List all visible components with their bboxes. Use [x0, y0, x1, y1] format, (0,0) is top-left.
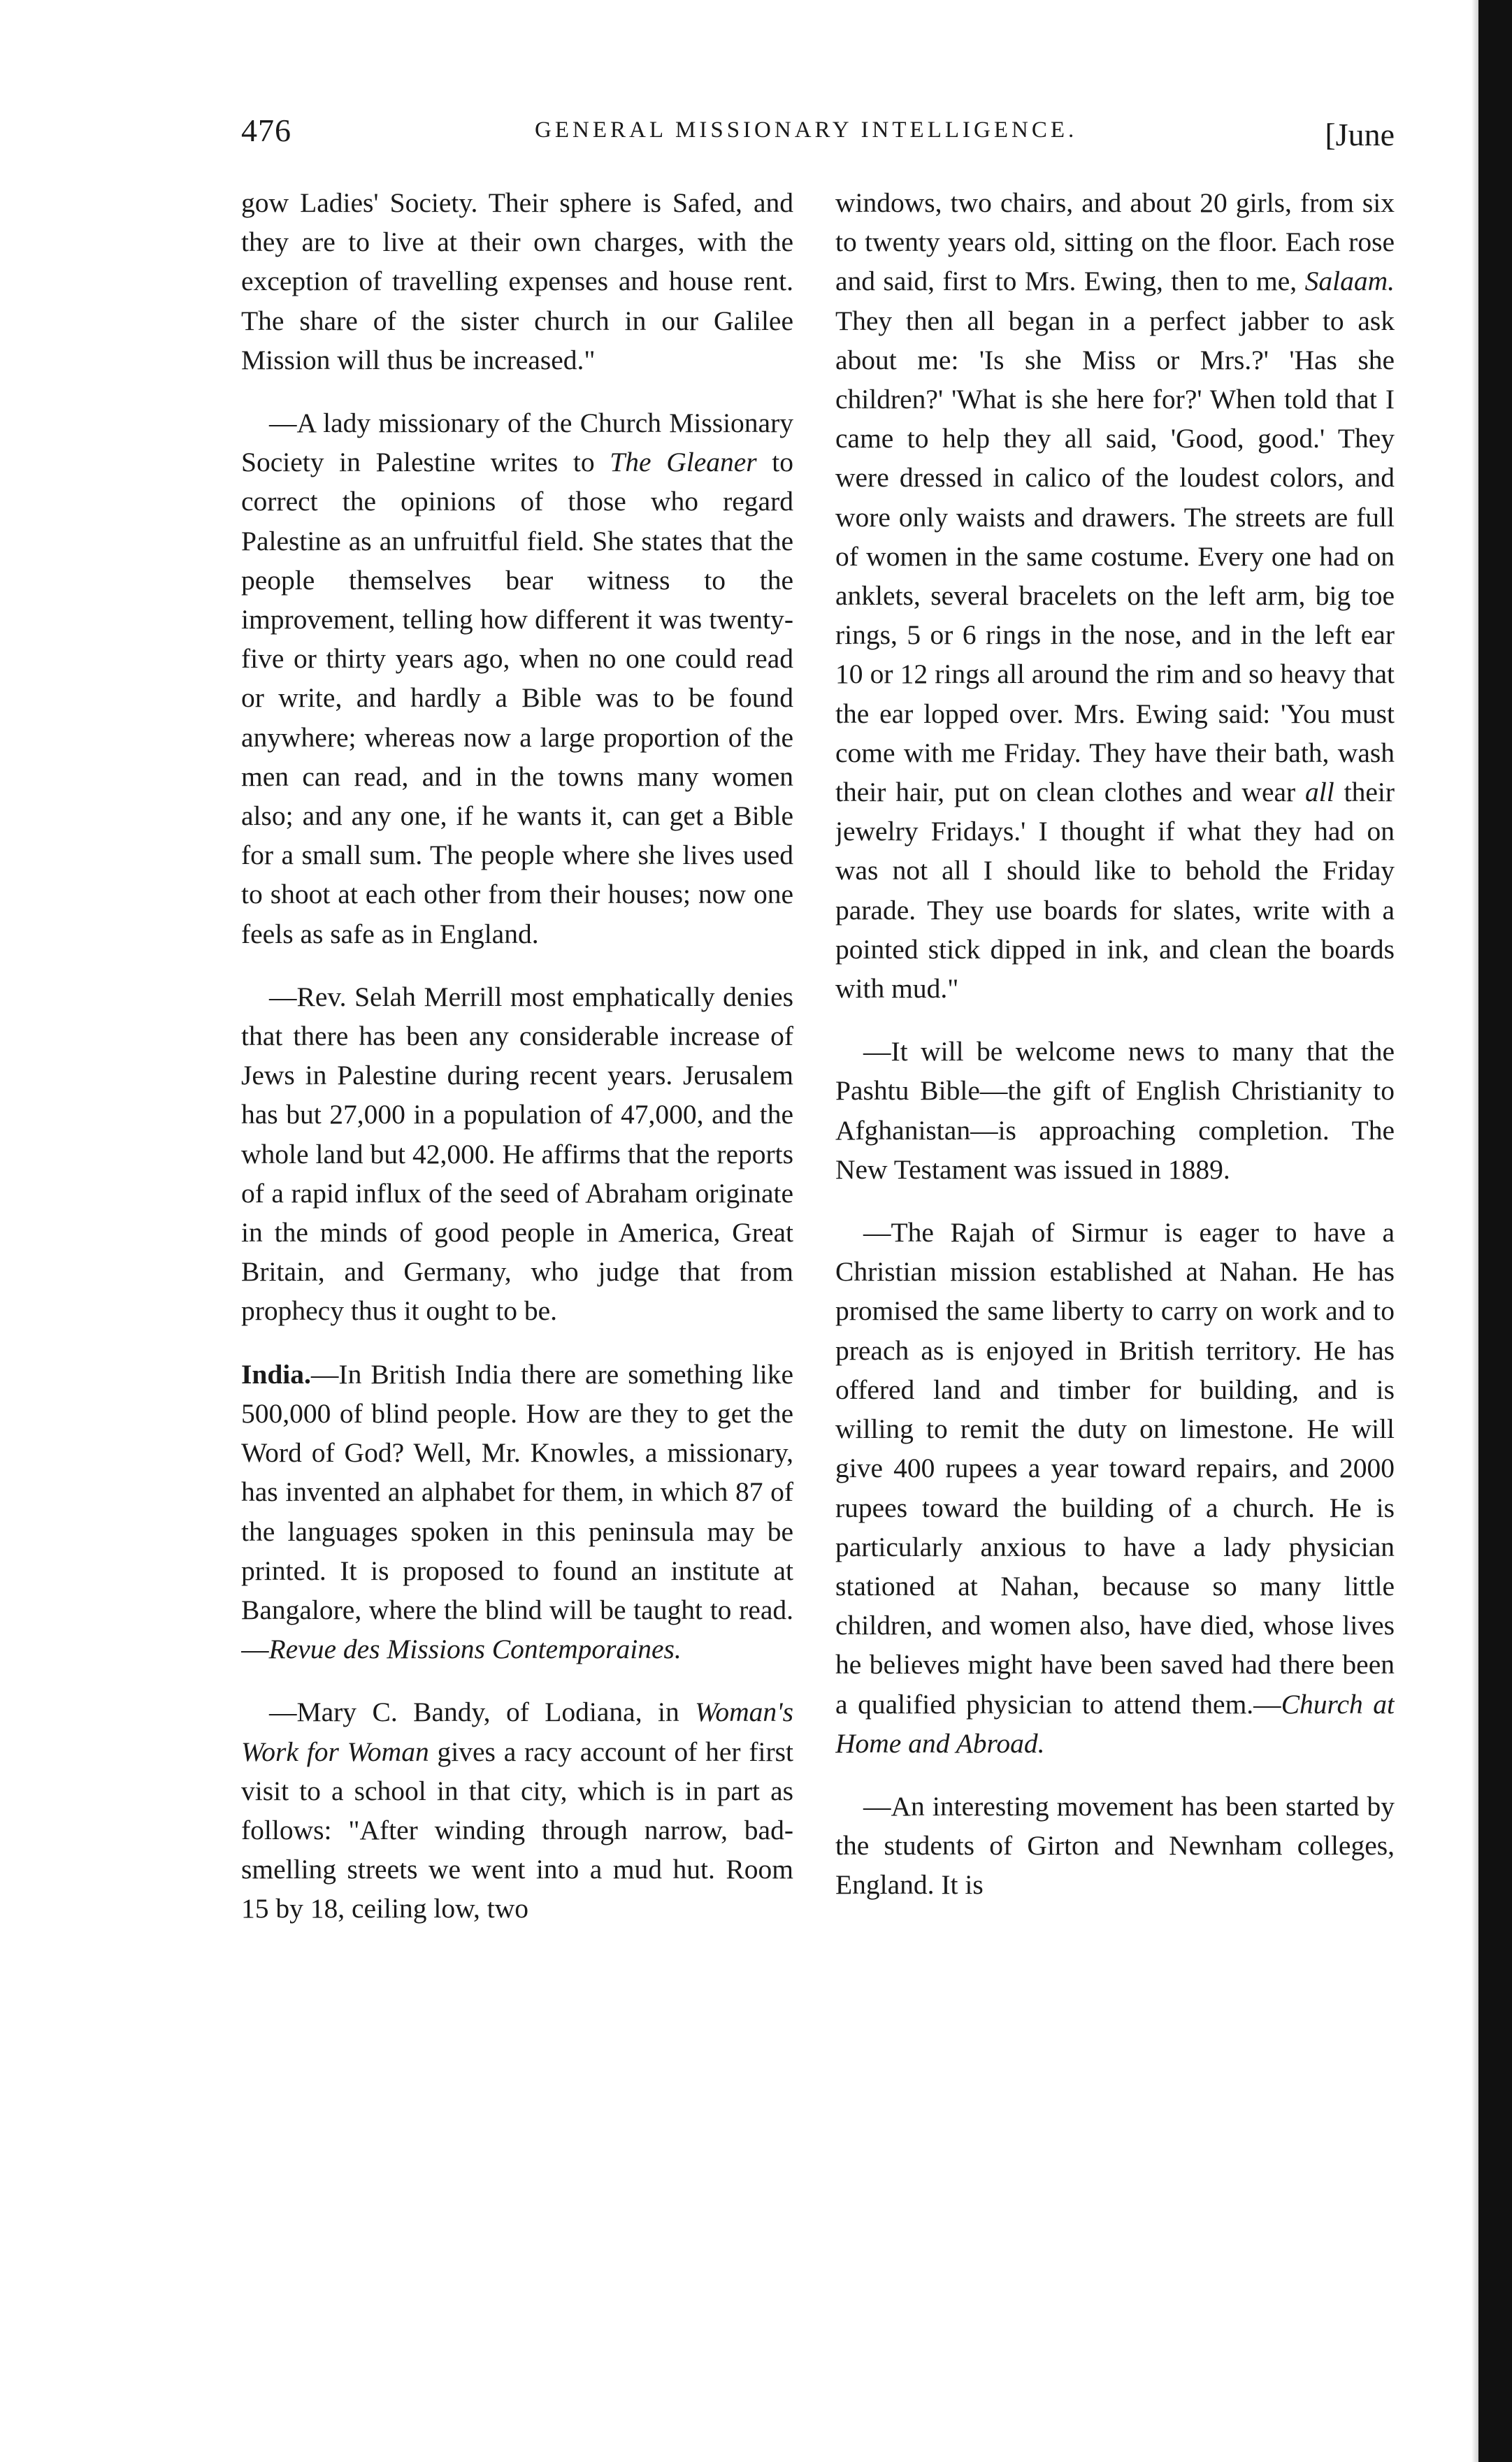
- running-title: GENERAL MISSIONARY INTELLIGENCE.: [535, 117, 1078, 143]
- left-column: [241, 183, 793, 2427]
- left-paragraph-4: [241, 1355, 793, 1669]
- italic-source: Church at Home and Abroad.: [835, 1688, 1395, 1759]
- text-run: their jewelry Fridays.' I thought if what they had on was not all I should like to behold the Friday parade. They use boards for slates, write with a pointed stick dipped in ink, and clean the boards with mud.": [835, 777, 1395, 1005]
- text-run: —The Rajah of Sirmur is eager to have a Christian mission established at Nahan. He has promised the same liberty to carry on work and to preach as is enjoyed in British territory. He has offered land and timber for building, and is willing to remit the duty on limestone. He will give 400 rupees a year toward repairs, and 2000 rupees toward the building of a church. He is particularly anxious to have a lady physician stationed at Nahan, because so many little children, and women also, have died, whose lives he believes might have been saved had there been a qualified physician to attend them.—: [835, 1217, 1395, 1720]
- text-run: gives a racy account of her first visit to a school in that city, which is in part as follows: "After winding through narrow, bad-smelling streets we went into a mud hut. Room 15 by 18, ceiling low, two: [241, 1736, 793, 1924]
- text-run: to correct the opinions of those who regard Palestine as an unfruitful field. She states that the people themselves bear witness to the improvement, telling how different it was twenty-five or thirty years ago, when no one could read or write, and hardly a Bible was to be found anywhere; whereas now a large proportion of the men can read, and in the towns many women also; and any one, if he wants it, can get a Bible for a small sum. The people where she lives used to shoot at each other from their houses; now one feels as safe as in England.: [241, 447, 793, 949]
- page-header: [241, 112, 1395, 161]
- right-column: [835, 183, 1395, 2427]
- text-run: They then all began in a perfect jabber to ask about me: 'Is she Miss or Mrs.?' 'Has she children?' 'What is she here for?' When told that I came to help they all said, 'Good, good.' They were dressed in calico of the loudest colors, and wore only waists and drawers. The streets are full of women in the same costume. Every one had on anklets, several bracelets on the left arm, big toe rings, 5 or 6 rings in the nose, and in the left ear 10 or 12 rings all around the rim and so heavy that the ear lopped over. Mrs. Ewing said: 'You must come with me Friday. They have their bath, wash their hair, put on clean clothes and wear: [835, 305, 1395, 808]
- italic-word: all: [1305, 777, 1334, 808]
- text-run: —Mary C. Bandy, of Lodiana, in: [269, 1697, 696, 1728]
- right-paragraph-2: —It will be welcome news to many that the Pashtu Bible—the gift of English Christianity to Afghanistan—is approaching completion. The New Testament was issued in 1889.: [835, 1036, 1395, 1185]
- header-date: [June: [1325, 117, 1395, 152]
- right-paragraph-4: —An interesting movement has been started by the students of Girton and Newnham colleges, England. It is: [835, 1790, 1395, 1901]
- text-run: —In British India there are something like 500,000 of blind people. How are they to get the Word of God? Well, Mr. Knowles, a missionary, has invented an alphabet for them, in which 87 of the languages spoken in this peninsula may be printed. It is proposed to found an institute at Bangalore, where the blind will be taught to read.—: [241, 1358, 793, 1665]
- left-paragraph-1: gow Ladies' Society. Their sphere is Safed, and they are to live at their own charges, with the exception of travelling expenses and house rent. The share of the sister church in our Galilee Mission will thus be increased.": [241, 187, 793, 375]
- page-edge-shadow: [1478, 0, 1512, 2462]
- left-paragraph-3: —Rev. Selah Merrill most emphatically denies that there has been any considerable increase of Jews in Palestine during recent years. Jerusalem has but 27,000 in a population of 47,000, and the whole land but 42,000. He affirms that the reports of a rapid influx of the seed of Abraham originate in the minds of good people in America, Great Britain, and Germany, who judge that from prophecy thus it ought to be.: [241, 981, 793, 1327]
- left-paragraph-2: [241, 403, 793, 953]
- page-number: 476: [241, 113, 291, 148]
- text-run: windows, two chairs, and about 20 girls, from six to twenty years old, sitting on the floor. Each rose and said, first to Mrs. Ewing, then to me,: [835, 187, 1395, 297]
- italic-word: Salaam.: [1304, 266, 1395, 297]
- page-edge-gradient: [1471, 0, 1478, 2462]
- italic-title: Woman's Work for Woman: [241, 1697, 793, 1767]
- right-paragraph-3: [835, 1213, 1395, 1763]
- text-run: —A lady missionary of the Church Missionary Society in Palestine writes to: [241, 408, 793, 478]
- section-heading: India.: [241, 1358, 311, 1390]
- right-paragraph-1: [835, 183, 1395, 1008]
- italic-title: The Gleaner: [610, 447, 757, 478]
- italic-source: Revue des Missions Contemporaines.: [268, 1634, 682, 1665]
- left-paragraph-5: [241, 1692, 793, 1928]
